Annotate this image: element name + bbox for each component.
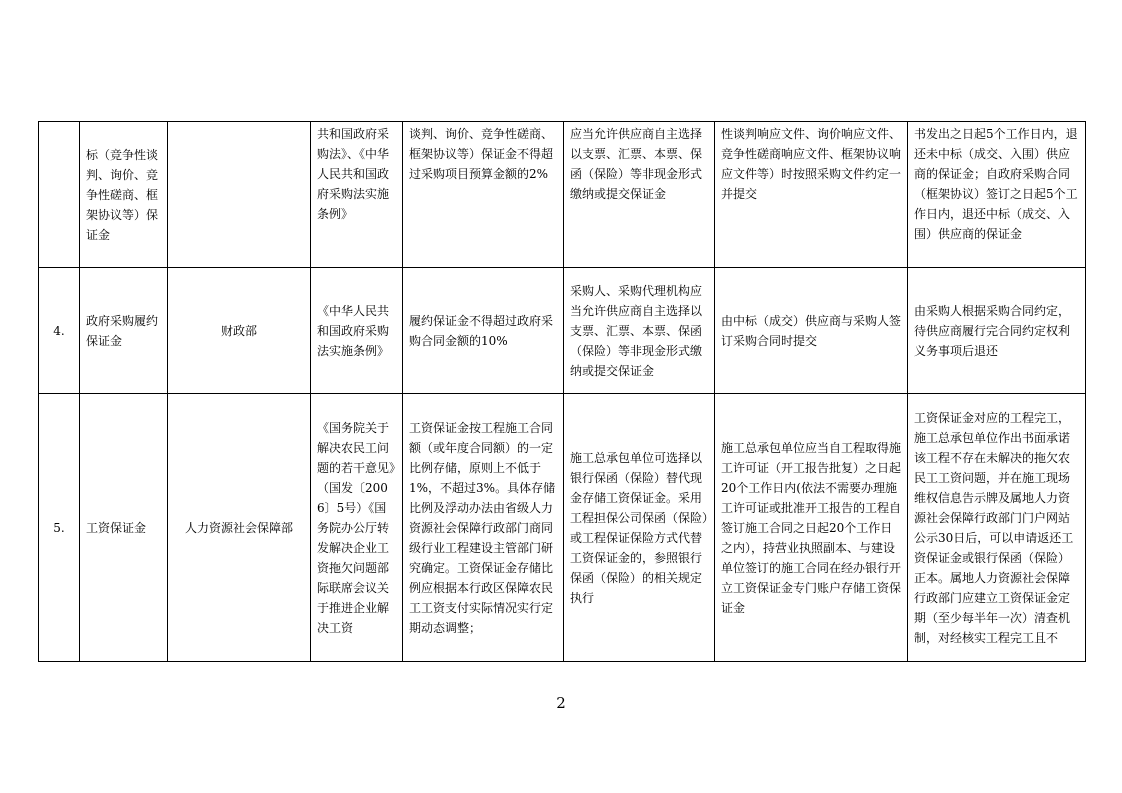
table-row [39,122,1086,268]
deposit-name: 工资保证金 [80,394,168,662]
payment-method: 应当允许供应商自主选择以支票、汇票、本票、保函（保险）等非现金形式缴纳或提交保证金 [564,122,715,268]
payment-timing: 由中标（成交）供应商与采购人签订采购合同时提交 [715,268,908,394]
department [168,122,311,268]
deposit-standard: 履约保证金不得超过政府采购合同金额的10% [403,268,564,394]
page-number: 2 [556,694,566,712]
deposit-name: 标（竞争性谈判、询价、竞争性磋商、框架协议等）保证金 [80,122,168,268]
payment-timing: 施工总承包单位应当自工程取得施工许可证（开工报告批复）之日起20个工作日内(依法不需要办理施工许可证或批准开工报告的工程自签订施工合同之日起20个工作日之内），持营业执照副本、与建设单位签订的施工合同在经办银行开立工资保证金专门账户存储工资保证金 [715,394,908,662]
payment-method: 施工总承包单位可选择以银行保函（保险）替代现金存储工资保证金。采用工程担保公司保函（保险）或工程保证保险方式代替工资保证金的，参照银行保函（保险）的相关规定执行 [564,394,715,662]
refund-rule: 由采购人根据采购合同约定，待供应商履行完合同约定权利义务事项后退还 [908,268,1086,394]
payment-timing: 性谈判响应文件、询价响应文件、竞争性磋商响应文件、框架协议响应文件等）时按照采购文件约定一并提交 [715,122,908,268]
legal-basis: 《国务院关于解决农民工问题的若干意见》（国发〔2006〕5号）《国务院办公厅转发解决企业工资拖欠问题部际联席会议关于推进企业解决工资 [311,394,403,662]
row-number [39,122,80,268]
refund-rule: 工资保证金对应的工程完工，施工总承包单位作出书面承诺该工程不存在未解决的拖欠农民工工资问题，并在施工现场维权信息告示牌及属地人力资源社会保障行政部门门户网站公示30日后，可以申请返还工资保证金或银行保函（保险）正本。属地人力资源社会保障行政部门应建立工资保证金定期（至少每半年一次）清查机制，对经核实工程完工且不 [908,394,1086,662]
table-row [39,268,1086,394]
legal-basis: 共和国政府采购法》、《中华人民共和国政府采购法实施条例》 [311,122,403,268]
row-number: 5. [39,394,80,662]
refund-rule: 书发出之日起5个工作日内，退还未中标（成交、入围）供应商的保证金；自政府采购合同（框架协议）签订之日起5个工作日内，退还中标（成交、入围）供应商的保证金 [908,122,1086,268]
row-number: 4. [39,268,80,394]
department: 财政部 [168,268,311,394]
deposit-name: 政府采购履约保证金 [80,268,168,394]
deposit-standard: 谈判、询价、竞争性磋商、框架协议等）保证金不得超过采购项目预算金额的2% [403,122,564,268]
deposit-table [38,121,1086,662]
deposit-standard: 工资保证金按工程施工合同额（或年度合同额）的一定比例存储，原则上不低于1%，不超过3%。具体存储比例及浮动办法由省级人力资源社会保障行政部门商同级行业工程建设主管部门研究确定。工资保证金存储比例应根据本行政区保障农民工工资支付实际情况实行定期动态调整； [403,394,564,662]
table-row [39,394,1086,662]
legal-basis: 《中华人民共和国政府采购法实施条例》 [311,268,403,394]
department: 人力资源社会保障部 [168,394,311,662]
payment-method: 采购人、采购代理机构应当允许供应商自主选择以支票、汇票、本票、保函（保险）等非现金形式缴纳或提交保证金 [564,268,715,394]
